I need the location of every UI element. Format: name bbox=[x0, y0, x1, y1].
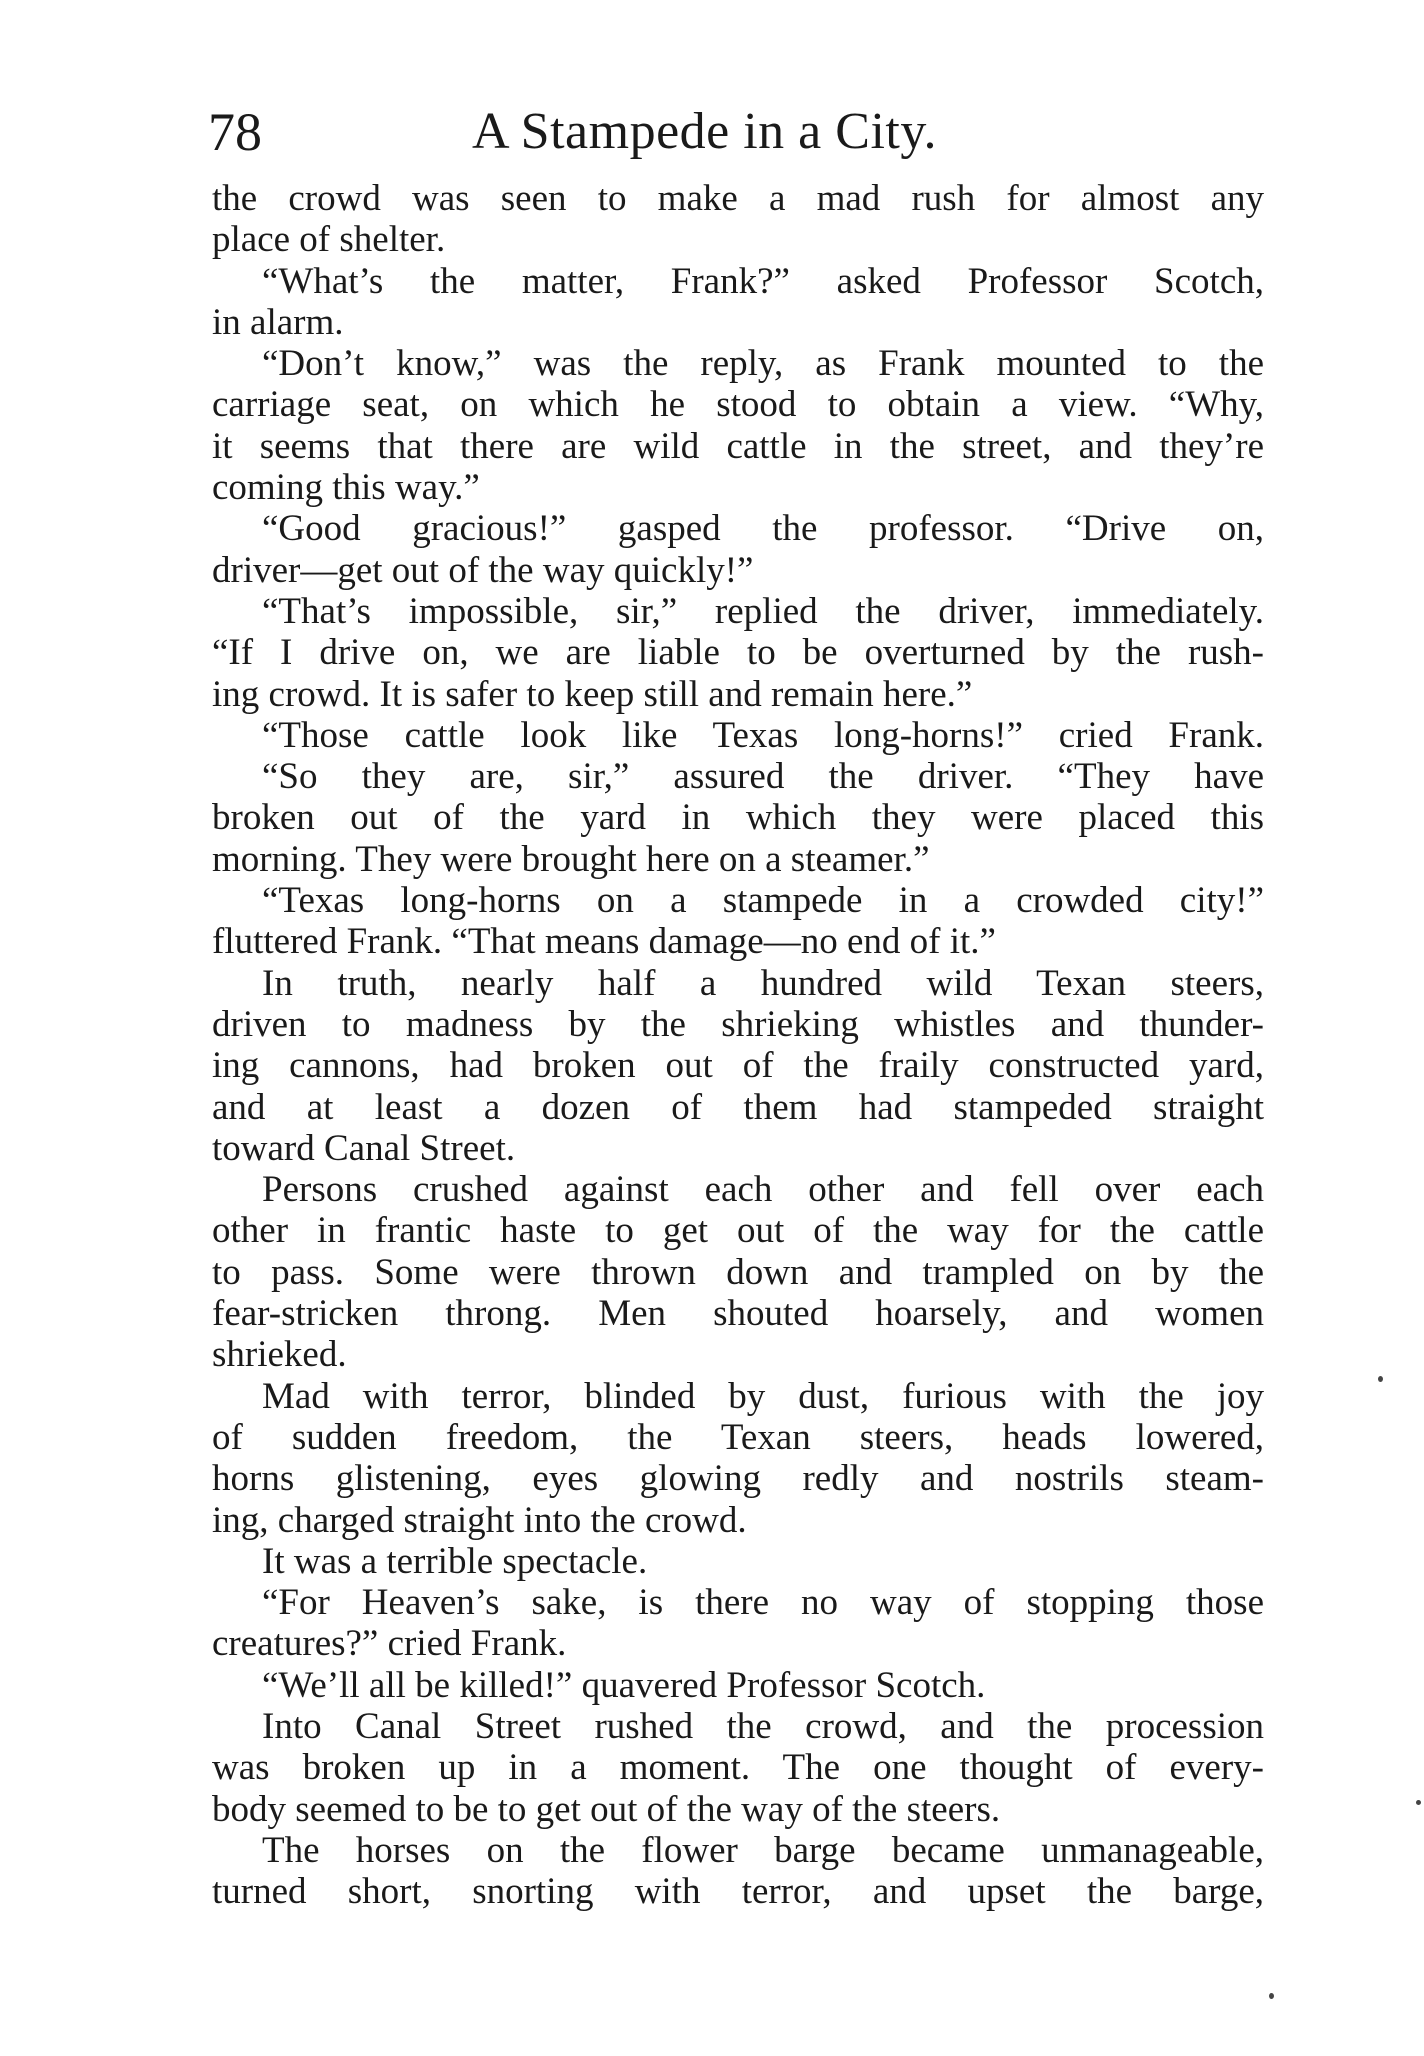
running-title: A Stampede in a City. bbox=[472, 103, 937, 160]
text-line: In truth, nearly half a hundred wild Texan steers, bbox=[262, 962, 1264, 1004]
text-line: broken out of the yard in which they were placed this bbox=[212, 797, 1264, 839]
text-line: turned short, snorting with terror, and upset the barge, bbox=[212, 1871, 1264, 1913]
page-header bbox=[208, 96, 1268, 176]
text-line: “Texas long-horns on a stampede in a crowded city!” bbox=[262, 880, 1264, 922]
print-speck bbox=[1416, 1800, 1421, 1805]
text-line: in alarm. bbox=[212, 301, 344, 343]
page-number: 78 bbox=[208, 102, 262, 162]
body-text bbox=[212, 178, 1264, 1912]
text-line: creatures?” cried Frank. bbox=[212, 1623, 567, 1665]
text-line: coming this way.” bbox=[212, 467, 480, 509]
text-line: shrieked. bbox=[212, 1334, 347, 1376]
text-line: driver—get out of the way quickly!” bbox=[212, 549, 754, 591]
text-line: to pass. Some were thrown down and trampled on by the bbox=[212, 1251, 1264, 1293]
text-line: ing cannons, had broken out of the fraily constructed yard, bbox=[212, 1045, 1264, 1087]
text-line: was broken up in a moment. The one thought of every- bbox=[212, 1747, 1264, 1789]
print-speck bbox=[1269, 1993, 1274, 1999]
text-line: morning. They were brought here on a steamer.” bbox=[212, 838, 930, 880]
text-line: the crowd was seen to make a mad rush for almost any bbox=[212, 178, 1264, 219]
text-line: The horses on the flower barge became unmanageable, bbox=[262, 1829, 1264, 1871]
text-line: driven to madness by the shrieking whistles and thunder- bbox=[212, 1003, 1264, 1045]
text-line: “Don’t know,” was the reply, as Frank mounted to the bbox=[262, 343, 1264, 385]
text-line: of sudden freedom, the Texan steers, heads lowered, bbox=[212, 1416, 1264, 1458]
text-line: carriage seat, on which he stood to obtain a view. “Why, bbox=[212, 384, 1264, 426]
text-line: body seemed to be to get out of the way of the steers. bbox=[212, 1788, 1001, 1830]
text-line: “That’s impossible, sir,” replied the driver, immediately. bbox=[262, 590, 1264, 632]
text-line: Mad with terror, blinded by dust, furious with the joy bbox=[262, 1375, 1264, 1417]
text-line: and at least a dozen of them had stampeded straight bbox=[212, 1086, 1264, 1128]
text-line: Persons crushed against each other and fell over each bbox=[262, 1169, 1264, 1211]
text-line: ing, charged straight into the crowd. bbox=[212, 1499, 747, 1541]
text-line: toward Canal Street. bbox=[212, 1127, 516, 1169]
text-line: place of shelter. bbox=[212, 219, 446, 261]
text-line: other in frantic haste to get out of the way for the cattle bbox=[212, 1210, 1264, 1252]
text-line: horns glistening, eyes glowing redly and nostrils steam- bbox=[212, 1458, 1264, 1500]
text-line: it seems that there are wild cattle in the street, and they’re bbox=[212, 425, 1264, 467]
text-line: Into Canal Street rushed the crowd, and the procession bbox=[262, 1705, 1264, 1747]
text-line: “If I drive on, we are liable to be overturned by the rush- bbox=[212, 632, 1264, 674]
text-line: It was a terrible spectacle. bbox=[262, 1540, 648, 1582]
text-line: “Good gracious!” gasped the professor. “Drive on, bbox=[262, 508, 1264, 550]
text-line: “What’s the matter, Frank?” asked Professor Scotch, bbox=[262, 260, 1264, 302]
text-line: “So they are, sir,” assured the driver. “They have bbox=[262, 756, 1264, 798]
text-line: “We’ll all be killed!” quavered Professor Scotch. bbox=[262, 1664, 986, 1706]
text-line: fear-stricken throng. Men shouted hoarsely, and women bbox=[212, 1293, 1264, 1335]
text-line: “Those cattle look like Texas long-horns!” cried Frank. bbox=[262, 714, 1264, 756]
print-speck bbox=[1378, 1376, 1383, 1382]
text-line: fluttered Frank. “That means damage—no end of it.” bbox=[212, 921, 996, 963]
text-line: ing crowd. It is safer to keep still and remain here.” bbox=[212, 673, 973, 715]
text-line: “For Heaven’s sake, is there no way of stopping those bbox=[262, 1582, 1264, 1624]
